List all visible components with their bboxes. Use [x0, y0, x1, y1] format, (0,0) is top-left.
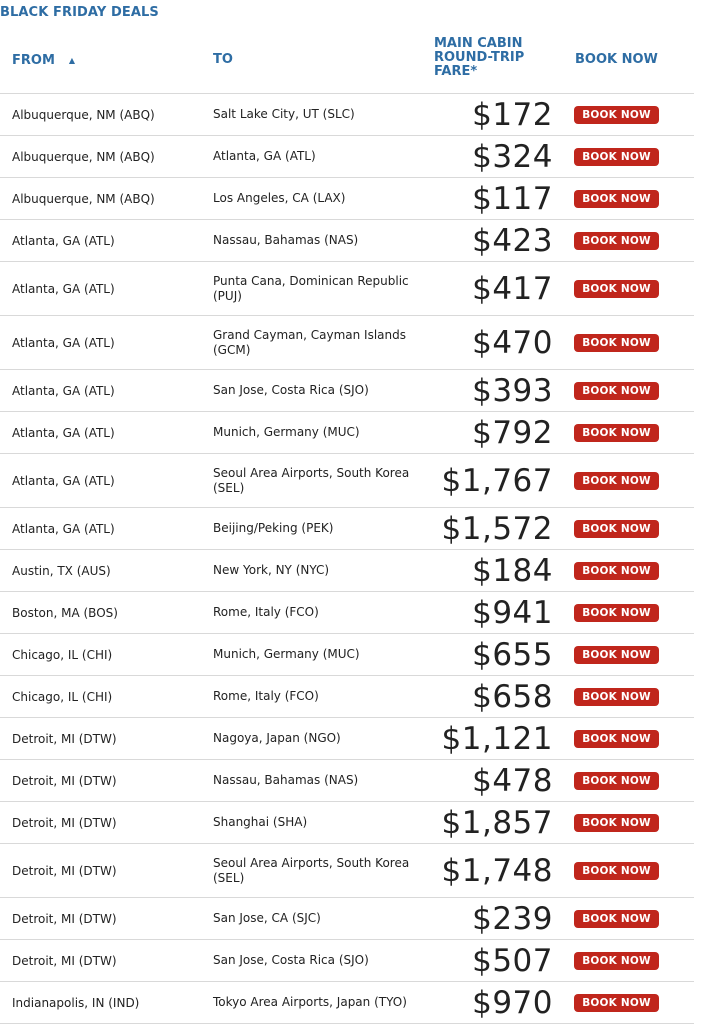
- from-cell: Detroit, MI (DTW): [12, 863, 117, 878]
- book-now-button[interactable]: BOOK NOW: [574, 604, 659, 622]
- book-now-button[interactable]: BOOK NOW: [574, 232, 659, 250]
- from-cell: Albuquerque, NM (ABQ): [12, 191, 155, 206]
- sort-ascending-icon[interactable]: ▲: [68, 56, 76, 65]
- from-cell: Detroit, MI (DTW): [12, 773, 117, 788]
- from-cell: Atlanta, GA (ATL): [12, 281, 115, 296]
- book-now-button[interactable]: BOOK NOW: [574, 952, 659, 970]
- to-cell: Tokyo Area Airports, Japan (TYO): [213, 995, 407, 1009]
- from-cell: Atlanta, GA (ATL): [12, 383, 115, 398]
- fare-cell: $172: [472, 96, 553, 133]
- to-cell: Atlanta, GA (ATL): [213, 149, 316, 163]
- table-row: [0, 220, 694, 262]
- to-cell: Nassau, Bahamas (NAS): [213, 773, 359, 787]
- fare-cell: $478: [472, 762, 553, 799]
- from-cell: Albuquerque, NM (ABQ): [12, 107, 155, 122]
- table-row: [0, 454, 694, 508]
- fare-cell: $117: [472, 180, 553, 217]
- deals-table: [0, 24, 694, 1024]
- to-cell: Grand Cayman, Cayman Islands (GCM): [213, 327, 406, 357]
- fare-cell: $792: [472, 414, 553, 451]
- book-now-button[interactable]: BOOK NOW: [574, 772, 659, 790]
- from-cell: Atlanta, GA (ATL): [12, 521, 115, 536]
- table-row: [0, 370, 694, 412]
- table-row: [0, 262, 694, 316]
- fare-cell: $239: [472, 900, 553, 937]
- book-now-button[interactable]: BOOK NOW: [574, 382, 659, 400]
- table-row: [0, 412, 694, 454]
- column-header-from-label: FROM: [12, 53, 55, 68]
- from-cell: Atlanta, GA (ATL): [12, 425, 115, 440]
- from-cell: Atlanta, GA (ATL): [12, 335, 115, 350]
- to-cell: Munich, Germany (MUC): [213, 425, 360, 439]
- table-row: [0, 760, 694, 802]
- fare-cell: $470: [472, 324, 553, 361]
- book-now-button[interactable]: BOOK NOW: [574, 562, 659, 580]
- book-now-button[interactable]: BOOK NOW: [574, 646, 659, 664]
- from-cell: Detroit, MI (DTW): [12, 911, 117, 926]
- to-cell: San Jose, Costa Rica (SJO): [213, 953, 369, 967]
- from-cell: Austin, TX (AUS): [12, 563, 111, 578]
- book-now-button[interactable]: BOOK NOW: [574, 910, 659, 928]
- table-row: [0, 982, 694, 1024]
- fare-cell: $655: [472, 636, 553, 673]
- to-cell: New York, NY (NYC): [213, 563, 330, 577]
- from-cell: Boston, MA (BOS): [12, 605, 118, 620]
- book-now-button[interactable]: BOOK NOW: [574, 334, 659, 352]
- table-row: [0, 676, 694, 718]
- from-cell: Indianapolis, IN (IND): [12, 995, 140, 1010]
- table-row: [0, 136, 694, 178]
- page-title: BLACK FRIDAY DEALS: [0, 5, 159, 20]
- book-now-button[interactable]: BOOK NOW: [574, 814, 659, 832]
- to-cell: Seoul Area Airports, South Korea (SEL): [213, 465, 410, 495]
- from-cell: Chicago, IL (CHI): [12, 689, 113, 704]
- from-cell: Atlanta, GA (ATL): [12, 473, 115, 488]
- fare-cell: $1,121: [441, 720, 553, 757]
- fare-cell: $393: [472, 372, 553, 409]
- fare-cell: $1,767: [441, 462, 553, 499]
- fare-cell: $1,572: [441, 510, 553, 547]
- table-row: [0, 844, 694, 898]
- from-cell: Chicago, IL (CHI): [12, 647, 113, 662]
- to-cell: Rome, Italy (FCO): [213, 605, 319, 619]
- table-row: [0, 94, 694, 136]
- to-cell: Rome, Italy (FCO): [213, 689, 319, 703]
- book-now-button[interactable]: BOOK NOW: [574, 520, 659, 538]
- table-row: [0, 508, 694, 550]
- book-now-button[interactable]: BOOK NOW: [574, 472, 659, 490]
- fare-cell: $1,857: [441, 804, 553, 841]
- to-cell: Shanghai (SHA): [213, 815, 308, 829]
- table-row: [0, 940, 694, 982]
- table-row: [0, 178, 694, 220]
- fare-cell: $507: [472, 942, 553, 979]
- to-cell: Nagoya, Japan (NGO): [213, 731, 341, 745]
- book-now-button[interactable]: BOOK NOW: [574, 424, 659, 442]
- table-header: [0, 24, 694, 94]
- to-cell: San Jose, CA (SJC): [213, 911, 321, 925]
- to-cell: Munich, Germany (MUC): [213, 647, 360, 661]
- fare-cell: $423: [472, 222, 553, 259]
- fare-cell: $324: [472, 138, 553, 175]
- column-header-to: TO: [213, 52, 233, 67]
- column-header-from[interactable]: [12, 54, 75, 68]
- table-row: [0, 316, 694, 370]
- to-cell: Nassau, Bahamas (NAS): [213, 233, 359, 247]
- book-now-button[interactable]: BOOK NOW: [574, 190, 659, 208]
- table-row: [0, 802, 694, 844]
- to-cell: Los Angeles, CA (LAX): [213, 191, 346, 205]
- table-row: [0, 592, 694, 634]
- book-now-button[interactable]: BOOK NOW: [574, 730, 659, 748]
- column-header-book-now: BOOK NOW: [575, 52, 658, 67]
- fare-cell: $941: [472, 594, 553, 631]
- from-cell: Detroit, MI (DTW): [12, 731, 117, 746]
- book-now-button[interactable]: BOOK NOW: [574, 280, 659, 298]
- from-cell: Albuquerque, NM (ABQ): [12, 149, 155, 164]
- table-row: [0, 550, 694, 592]
- fare-cell: $658: [472, 678, 553, 715]
- fare-cell: $184: [472, 552, 553, 589]
- book-now-button[interactable]: BOOK NOW: [574, 862, 659, 880]
- to-cell: Seoul Area Airports, South Korea (SEL): [213, 855, 410, 885]
- book-now-button[interactable]: BOOK NOW: [574, 994, 659, 1012]
- from-cell: Detroit, MI (DTW): [12, 953, 117, 968]
- fare-cell: $417: [472, 270, 553, 307]
- table-body: [0, 94, 694, 1024]
- fare-cell: $970: [472, 984, 553, 1021]
- table-row: [0, 718, 694, 760]
- fare-cell: $1,748: [441, 852, 553, 889]
- to-cell: Beijing/Peking (PEK): [213, 521, 334, 535]
- table-row: [0, 634, 694, 676]
- table-row: [0, 898, 694, 940]
- column-header-fare: MAIN CABIN ROUND-TRIP FARE*: [434, 36, 525, 79]
- to-cell: San Jose, Costa Rica (SJO): [213, 383, 369, 397]
- book-now-button[interactable]: BOOK NOW: [574, 106, 659, 124]
- book-now-button[interactable]: BOOK NOW: [574, 148, 659, 166]
- to-cell: Punta Cana, Dominican Republic (PUJ): [213, 273, 409, 303]
- to-cell: Salt Lake City, UT (SLC): [213, 107, 355, 121]
- from-cell: Detroit, MI (DTW): [12, 815, 117, 830]
- from-cell: Atlanta, GA (ATL): [12, 233, 115, 248]
- book-now-button[interactable]: BOOK NOW: [574, 688, 659, 706]
